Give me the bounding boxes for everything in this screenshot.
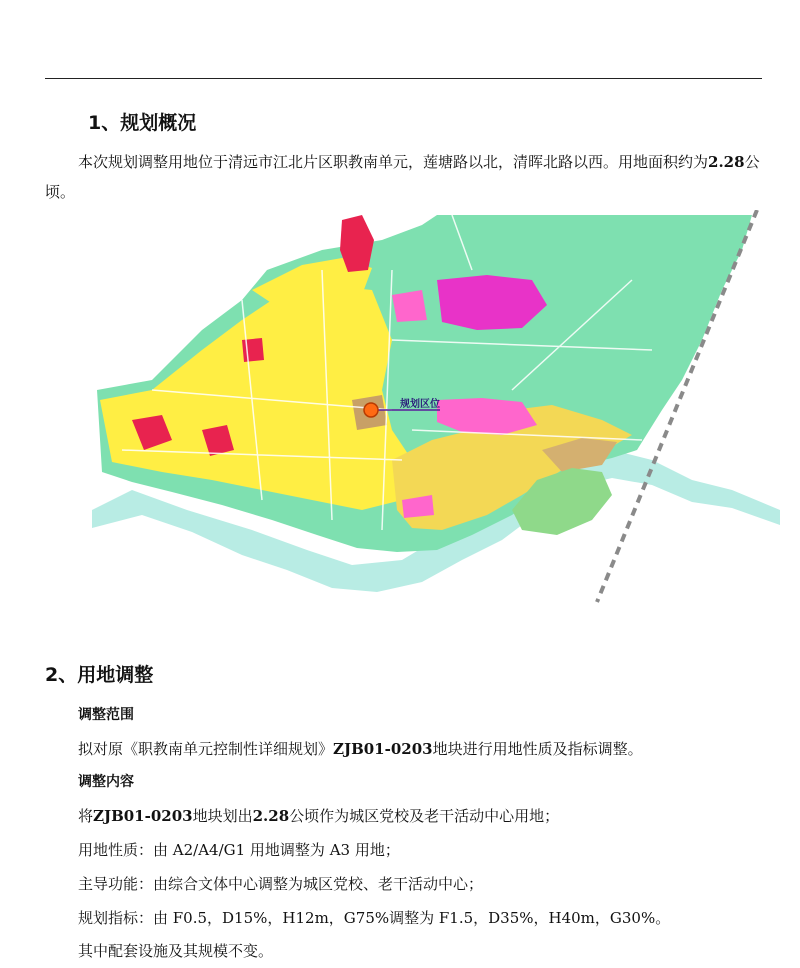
content-line-4: 规划指标：由 F0.5，D15%，H12m，G75%调整为 F1.5，D35%，H40m，G30%。 (78, 909, 671, 927)
scope-line (78, 738, 643, 759)
content-1-plot-code: ZJB01-0203 (93, 807, 193, 825)
commercial-zone-north (340, 215, 374, 272)
intro-text-2: 公顷。 (45, 153, 760, 201)
content-line-2: 用地性质：由 A2/A4/G1 用地调整为 A3 用地； (78, 841, 400, 859)
section-1-paragraph (45, 147, 763, 207)
content-1-area: 2.28 (252, 807, 290, 825)
content-line-3: 主导功能：由综合文体中心调整为城区党校、老干活动中心； (78, 875, 484, 893)
scope-text-2: 地块进行用地性质及指标调整。 (432, 740, 643, 758)
intro-area-value: 2.28 (708, 153, 745, 171)
content-1-text-b: 地块划出 (192, 807, 253, 825)
education-patch (392, 290, 427, 322)
content-1-text-a: 将 (78, 807, 94, 825)
scope-heading: 调整范围 (78, 707, 134, 723)
location-map-svg (92, 210, 780, 605)
content-line-5: 其中配套设施及其规模不变。 (78, 942, 274, 960)
location-map (92, 210, 780, 605)
scope-text-1: 拟对原《职教南单元控制性详细规划》 (78, 740, 334, 758)
marker-label: 规划区位 (400, 399, 440, 410)
content-line-1 (78, 805, 559, 826)
commercial-patch-3 (242, 338, 264, 362)
content-1-text-c: 公顷作为城区党校及老干活动中心用地； (289, 807, 560, 825)
intro-text-1: 本次规划调整用地位于清远市江北片区职教南单元，莲塘路以北，清晖北路以西。用地面积约为 (78, 153, 709, 171)
site-marker-icon (364, 403, 378, 417)
section-1-title: 1、规划概况 (88, 112, 197, 134)
scope-plot-code: ZJB01-0203 (333, 740, 433, 758)
content-heading: 调整内容 (78, 774, 134, 790)
section-2-title: 2、用地调整 (45, 664, 154, 686)
header-rule (45, 78, 762, 79)
